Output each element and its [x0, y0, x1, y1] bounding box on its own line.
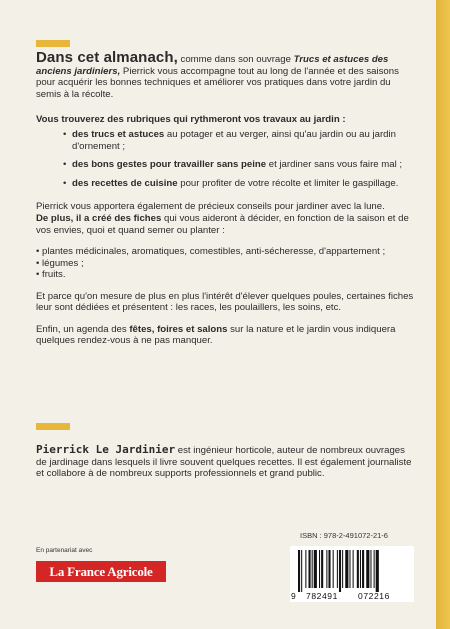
barcode-bar [342, 550, 343, 588]
barcode-bar [345, 550, 348, 588]
barcode-bar [349, 550, 350, 588]
rubrique-rest: et jardiner sans vous faire mal ; [266, 159, 403, 171]
barcode-bar [337, 550, 338, 588]
barcode-bar [357, 550, 359, 588]
rubriques-title: Vous trouverez des rubriques qui rythmeront vos travaux au jardin : [36, 114, 346, 126]
isbn-text: ISBN : 978-2-491072-21-6 [300, 531, 388, 540]
agenda-after: sur la nature et le jardin vous indiquera quelques rendez-vous à ne pas manquer. [36, 323, 396, 347]
rubrique-bold: des trucs et astuces [72, 128, 165, 140]
barcode-bar [370, 550, 371, 588]
top-accent-bar [36, 40, 70, 47]
intro-text-1: comme dans son ouvrage [177, 54, 294, 65]
list-item [72, 129, 414, 152]
author-bio [36, 444, 414, 480]
rubrique-rest: au potager et au verger, ainsi qu'au jardin ou au jardin d'ornement ; [72, 128, 396, 152]
partner-label: En partenariat avec [36, 547, 93, 554]
intro-paragraph [36, 49, 414, 100]
intro-text-2: Pierrick vous accompagne tout au long de l'année et des saisons pour acquérir les bonnes techniques et améliorer vos pratiques dans votre jardin du semis à la récolte. [36, 65, 399, 100]
barcode-bar [360, 550, 361, 588]
barcode-bar [376, 550, 379, 592]
intro-lead: Dans cet almanach, [36, 49, 178, 66]
agenda-bold: fêtes, foires et salons [129, 323, 228, 335]
barcode-bar [301, 550, 302, 592]
barcode-bar [314, 550, 317, 588]
list-item: • fruits. [36, 269, 414, 281]
barcode-bar [309, 550, 311, 588]
intro-book-title: Trucs et astuces des anciens jardiniers, [36, 54, 389, 77]
cover-spine-edge [436, 0, 450, 629]
lune-text: Pierrick vous apportera également de précieux conseils pour jardiner avec la lune. [36, 201, 385, 213]
barcode [290, 546, 414, 602]
barcode-bar [366, 550, 369, 588]
agenda-paragraph [36, 324, 414, 347]
poules-paragraph: Et parce qu'on mesure de plus en plus l'intérêt d'élever quelques poules, certaines fiches leur sont dédiées et présentent : les races, les poulaillers, les soins, etc. [36, 290, 414, 314]
barcode-bar [339, 550, 341, 592]
barcode-bar [321, 550, 323, 588]
fiches-bold: De plus, il a créé des fiches [36, 212, 162, 224]
barcode-right-digits: 072216 [358, 591, 390, 601]
fiches-list [36, 246, 414, 281]
author-name: Pierrick Le Jardinier [36, 443, 176, 456]
description-block [36, 49, 414, 357]
barcode-bar [362, 550, 364, 588]
barcode-bars [298, 550, 406, 592]
partner-logo: La France Agricole [36, 561, 166, 582]
barcode-bar [319, 550, 320, 588]
barcode-bar [328, 550, 330, 588]
barcode-bar [298, 550, 300, 592]
list-item: • plantes médicinales, aromatiques, comestibles, anti-sécheresse, d'appartement ; [36, 246, 414, 258]
fiches-paragraph [36, 213, 414, 236]
barcode-bar [326, 550, 327, 588]
author-bio-text: est ingénieur horticole, auteur de nombreux ouvrages de jardinage dans lesquels il livre souvent quelques recettes. Il est également journaliste et collabore à de nombreux supports professionnels et grand public. [36, 445, 412, 480]
barcode-first-digit: 9 [291, 591, 297, 601]
barcode-bar [312, 550, 313, 588]
list-item [72, 159, 414, 171]
agenda-before: Enfin, un agenda des [36, 323, 130, 335]
barcode-bar [305, 550, 306, 588]
rubrique-bold: des bons gestes pour travailler sans peine [72, 159, 267, 171]
barcode-left-digits: 782491 [306, 591, 338, 601]
rubriques-list [36, 129, 414, 189]
fiches-rest: qui vous aideront à décider, en fonction de la saison et de vos envies, quoi et quand semer ou planter : [36, 212, 409, 236]
barcode-bar [333, 550, 334, 588]
barcode-bar [374, 550, 375, 588]
rubrique-bold: des recettes de cuisine [72, 177, 178, 189]
list-item: • légumes ; [36, 258, 414, 270]
rubrique-rest: pour profiter de votre récolte et limiter le gaspillage. [177, 177, 399, 189]
author-accent-bar [36, 423, 70, 430]
lune-paragraph [36, 201, 414, 213]
barcode-bar [353, 550, 354, 588]
list-item [72, 178, 414, 190]
